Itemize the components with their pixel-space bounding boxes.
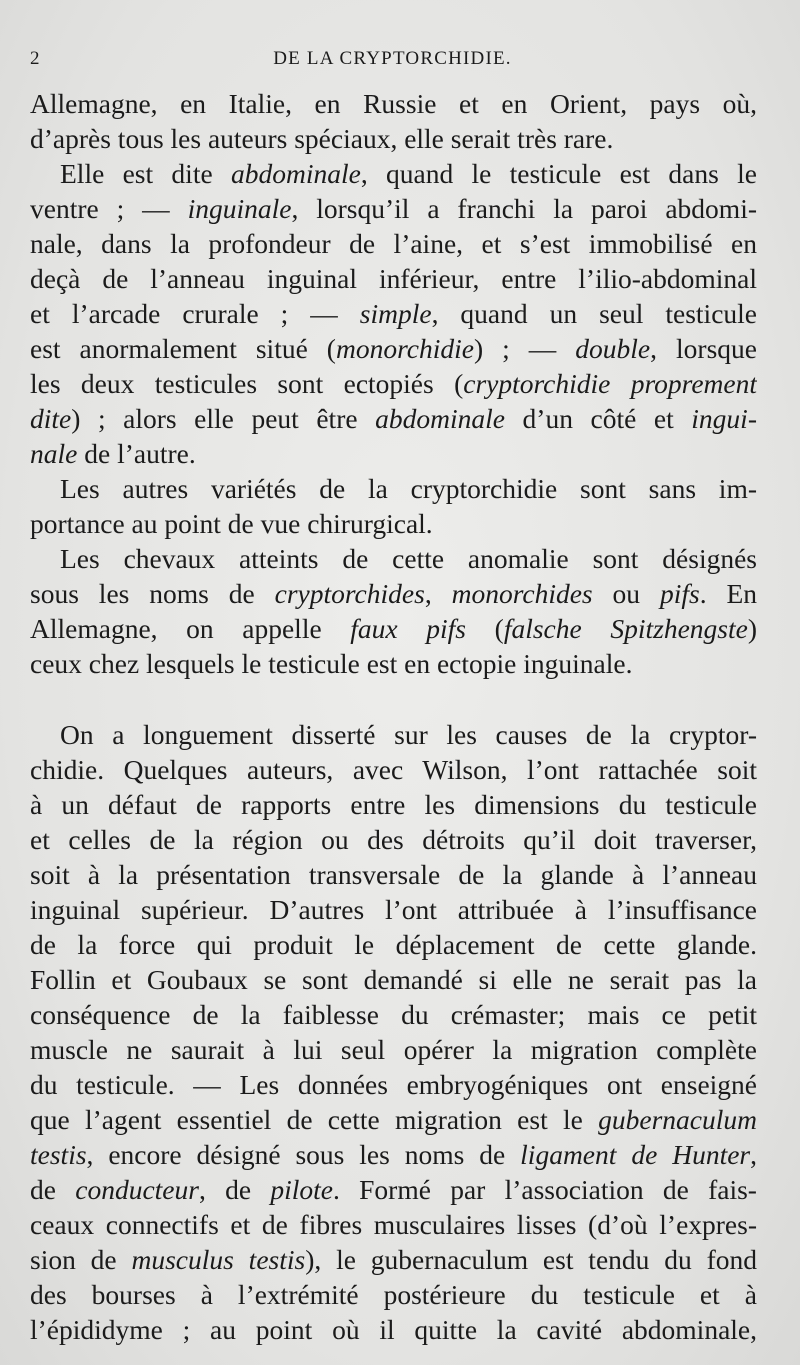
text-line: On a longuement disserté sur les causes de la cryptor- [60, 719, 757, 750]
text-line: du testicule. — Les données embryogéniques ont enseigné [30, 1069, 757, 1100]
section-gap [30, 681, 757, 717]
text-line: chidie. Quelques auteurs, avec Wilson, l’ont rattachée soit [30, 754, 757, 785]
text-line: nale de l’autre. [30, 438, 196, 469]
paragraph [30, 86, 757, 156]
text-line: soit à la présentation transversale de la glande à l’anneau [30, 859, 757, 890]
text-line: Allemagne, en Italie, en Russie et en Orient, pays où, [30, 88, 757, 119]
text-line: Les autres variétés de la cryptorchidie sont sans im- [60, 473, 757, 504]
text-line: inguinal supérieur. D’autres l’ont attribuée à l’insuffisance [30, 894, 757, 925]
text-line: Follin et Goubaux se sont demandé si elle ne serait pas la [30, 964, 757, 995]
text-line: que l’agent essentiel de cette migration est le gubernaculum [30, 1104, 757, 1135]
paragraph [30, 717, 757, 1347]
paragraph [30, 156, 757, 471]
text-line: conséquence de la faiblesse du crémaster; mais ce petit [30, 999, 757, 1030]
text-line: muscle ne saurait à lui seul opérer la migration complète [30, 1034, 757, 1065]
text-line: les deux testicules sont ectopiés (cryptorchidie proprement [30, 368, 757, 399]
paragraph [30, 471, 757, 541]
text-line: nale, dans la profondeur de l’aine, et s’est immobilisé en [30, 228, 757, 259]
text-line: et l’arcade crurale ; — simple, quand un seul testicule [30, 298, 757, 329]
text-line: sion de musculus testis), le gubernaculum est tendu du fond [30, 1244, 757, 1275]
text-line: sous les noms de cryptorchides, monorchides ou pifs. En [30, 578, 757, 609]
text-line: deçà de l’anneau inguinal inférieur, entre l’ilio-abdominal [30, 263, 757, 294]
running-head [30, 48, 755, 74]
paragraph [30, 541, 757, 681]
text-line: Elle est dite abdominale, quand le testicule est dans le [60, 158, 757, 189]
text-line: à un défaut de rapports entre les dimensions du testicule [30, 789, 757, 820]
text-line: l’épididyme ; au point où il quitte la cavité abdominale, [30, 1314, 757, 1345]
text-line: testis, encore désigné sous les noms de ligament de Hunter, [30, 1139, 757, 1170]
page-number: 2 [30, 48, 41, 69]
text-line: des bourses à l’extrémité postérieure du testicule et à [30, 1279, 757, 1310]
text-line: dite) ; alors elle peut être abdominale d’un côté et ingui- [30, 403, 757, 434]
text-line: d’après tous les auteurs spéciaux, elle serait très rare. [30, 123, 614, 154]
text-line: portance au point de vue chirurgical. [30, 508, 433, 539]
text-line: est anormalement situé (monorchidie) ; — double, lorsque [30, 333, 757, 364]
text-line: de la force qui produit le déplacement de cette glande. [30, 929, 757, 960]
text-line: Allemagne, on appelle faux pifs (falsche Spitzhengste) [30, 613, 757, 644]
text-line: et celles de la région ou des détroits qu’il doit traverser, [30, 824, 757, 855]
text-line: Les chevaux atteints de cette anomalie sont désignés [60, 543, 757, 574]
body-text [30, 86, 757, 1347]
text-line: ventre ; — inguinale, lorsqu’il a franchi la paroi abdomi- [30, 193, 757, 224]
running-title: DE LA CRYPTORCHIDIE. [273, 48, 512, 69]
text-line: ceux chez lesquels le testicule est en ectopie inguinale. [30, 648, 633, 679]
text-line: ceaux connectifs et de fibres musculaires lisses (d’où l’expres- [30, 1209, 757, 1240]
text-line: de conducteur, de pilote. Formé par l’association de fais- [30, 1174, 757, 1205]
